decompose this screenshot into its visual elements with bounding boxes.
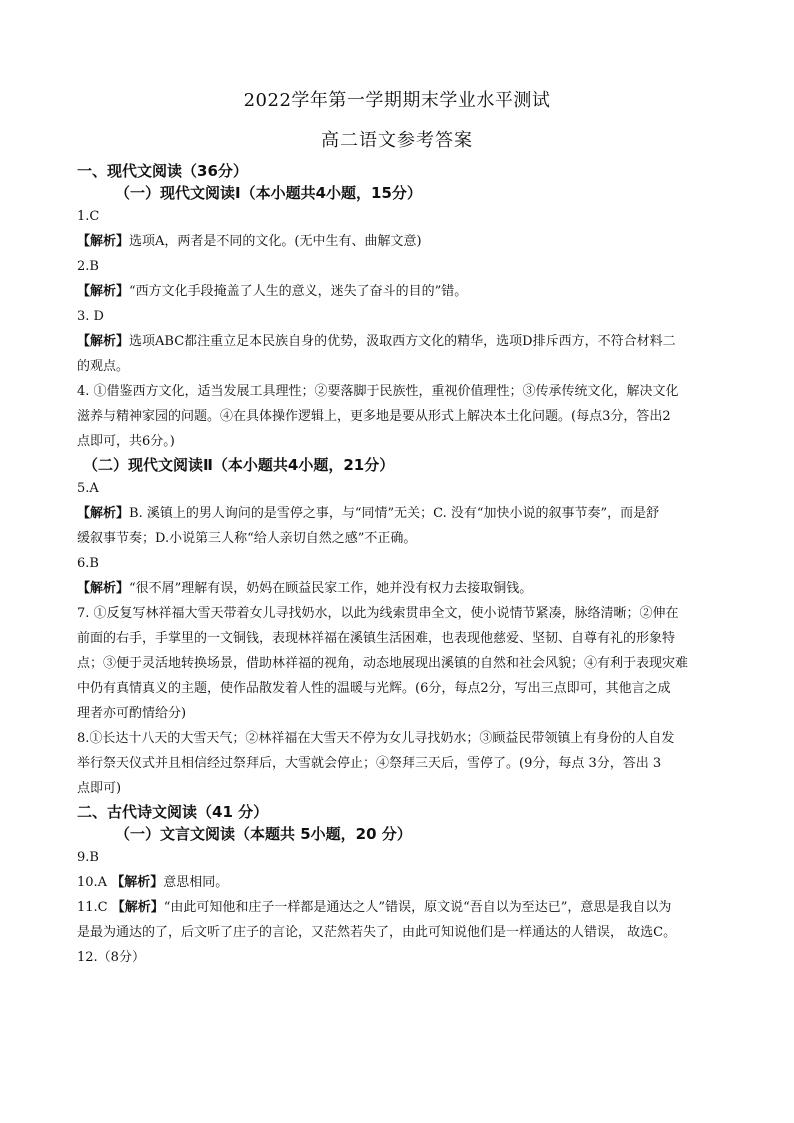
- answer-q10: 10.A 【解析】意思相同。: [77, 875, 229, 890]
- subsection-heading-1a: （一）现代文阅读Ⅰ（本小题共4小题，15分）: [115, 184, 422, 202]
- analysis-label: 【解析】: [77, 506, 130, 521]
- answer-q4-line3: 点即可，共6分。): [77, 434, 175, 449]
- answer-q4-line1: 4. ①借鉴西方文化，适当发展工具理性；②要落脚于民族性，重视价值理性；③传承传统文化，解决文化: [77, 384, 679, 399]
- answer-q11-cont: 是最为通达的了，后文听了庄子的言论，又茫然若失了，由此可知说他们是一样通达的人错误， 故选C。: [77, 925, 677, 940]
- page-subtitle: 高二语文参考答案: [321, 130, 473, 151]
- answer-q7-line3: 点；③便于灵活地转换场景，借助林祥福的视角，动态地展现出溪镇的自然和社会风貌；④有利于表现灾难: [77, 656, 689, 671]
- answer-q3: 3. D: [77, 309, 104, 324]
- subsection-heading-1b: （二）现代文阅读Ⅱ（本小题共4小题，21分）: [83, 456, 395, 474]
- analysis-label: 【解析】: [77, 581, 130, 596]
- analysis-q6: 【解析】“很不屑”理解有误，奶妈在顾益民家工作，她并没有权力去接取铜钱。: [77, 581, 533, 596]
- answer-q7-line2: 前面的右手，手掌里的一文铜钱，表现林祥福在溪镇生活困难，也表现他慈爱、坚韧、自尊有礼的形象特: [77, 631, 676, 646]
- analysis-q5: 【解析】B. 溪镇上的男人询问的是雪停之事，与“同情”无关；C. 没有“加快小说的叙事节奏”，而是舒: [77, 506, 660, 521]
- analysis-q1: 【解析】选项A，两者是不同的文化。(无中生有、曲解文意): [77, 234, 422, 249]
- section-heading-2: 二、古代诗文阅读（41 分）: [77, 803, 269, 821]
- analysis-label: 【解析】: [111, 875, 164, 890]
- answer-q2: 2.B: [77, 259, 99, 274]
- answer-q6: 6.B: [77, 556, 99, 571]
- answer-q4-line2: 滋养与精神家园的问题。④在具体操作逻辑上，更多地是要从形式上解决本土化问题。(每点3分，答出2: [77, 409, 671, 424]
- answer-q1: 1.C: [77, 209, 100, 224]
- answer-q9: 9.B: [77, 850, 99, 865]
- section-heading-1: 一、现代文阅读（36分）: [77, 162, 248, 180]
- answer-q7-line5: 理者亦可酌情给分): [77, 706, 187, 721]
- analysis-label: 【解析】: [77, 234, 130, 249]
- answer-q5: 5.A: [77, 481, 99, 496]
- answer-q7-line4: 中仍有真情真义的主题，使作品散发着人性的温暖与光辉。(6分，每点2分，写出三点即可，其他言之成: [77, 681, 671, 696]
- analysis-label: 【解析】: [111, 900, 164, 915]
- analysis-label: 【解析】: [77, 334, 130, 349]
- answer-q8-line2: 举行祭天仪式并且相信经过祭拜后，大雪就会停止；④祭拜三天后，雪停了。(9分，每点 3分，答出 3: [77, 756, 662, 771]
- analysis-q3-cont: 的观点。: [77, 359, 130, 374]
- answer-content: [77, 160, 717, 970]
- answer-q7-line1: 7. ①反复写林祥福大雪天带着女儿寻找奶水，以此为线索贯串全文，使小说情节紧凑，脉络清晰；②伸在: [77, 606, 679, 621]
- analysis-label: 【解析】: [77, 284, 130, 299]
- analysis-q2: 【解析】“西方文化手段掩盖了人生的意义，迷失了奋斗的目的”错。: [77, 284, 468, 299]
- analysis-q5-cont: 缓叙事节奏；D.小说第三人称“给人亲切自然之感”不正确。: [77, 531, 417, 546]
- page-title: 2022学年第一学期期末学业水平测试: [243, 90, 551, 111]
- answer-q12: 12.（8分）: [77, 950, 145, 965]
- answer-q8-line1: 8.①长达十八天的大雪天气；②林祥福在大雪天不停为女儿寻找奶水；③顾益民带领镇上有身份的人自发: [77, 731, 675, 746]
- answer-q8-line3: 点即可): [77, 781, 122, 796]
- analysis-q3: 【解析】选项ABC都注重立足本民族自身的优势，汲取西方文化的精华，选项D排斥西方，不符合材料二: [77, 334, 676, 349]
- subsection-heading-2a: （一）文言文阅读（本题共 5小题，20 分）: [115, 825, 412, 843]
- answer-q11: 11.C 【解析】“由此可知他和庄子一样都是通达之人”错误，原文说“吾自以为至达已”，意思是我自以为: [77, 900, 672, 915]
